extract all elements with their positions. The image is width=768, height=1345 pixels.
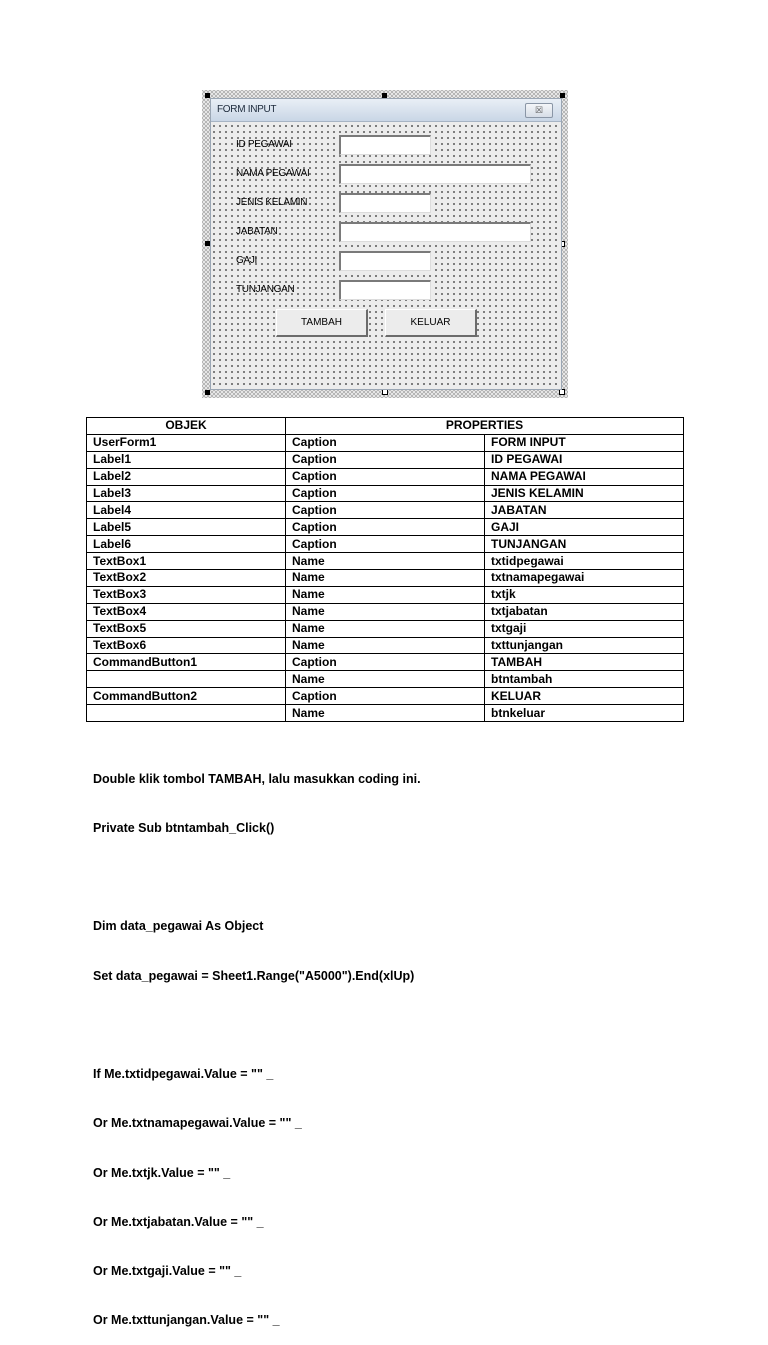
textbox-tunjangan[interactable] — [339, 280, 431, 300]
cell-objek: TextBox5 — [87, 620, 286, 637]
textbox-nama-pegawai[interactable] — [339, 164, 531, 184]
cell-property: Caption — [286, 451, 485, 468]
textbox-jenis-kelamin[interactable] — [339, 193, 431, 213]
label-jenis-kelamin: JENIS KELAMIN — [236, 197, 308, 208]
table-row — [87, 637, 684, 654]
cell-objek: TextBox2 — [87, 570, 286, 587]
cell-property: Name — [286, 603, 485, 620]
table-row — [87, 688, 684, 705]
cell-value: TUNJANGAN — [485, 536, 684, 553]
cell-value: txtjk — [485, 586, 684, 603]
cell-property: Name — [286, 705, 485, 722]
table-row — [87, 519, 684, 536]
label-tunjangan: TUNJANGAN — [236, 284, 295, 295]
table-row — [87, 502, 684, 519]
cell-objek: Label6 — [87, 536, 286, 553]
header-objek: OBJEK — [87, 418, 286, 435]
cell-property: Name — [286, 637, 485, 654]
cell-objek: TextBox4 — [87, 603, 286, 620]
table-row — [87, 468, 684, 485]
code-line: Or Me.txtjabatan.Value = "" _ — [93, 1214, 264, 1229]
cell-objek: UserForm1 — [87, 434, 286, 451]
form-titlebar — [211, 99, 561, 122]
cell-property: Caption — [286, 654, 485, 671]
code-sub: Private Sub btntambah_Click() — [93, 821, 275, 836]
cell-objek: TextBox3 — [87, 586, 286, 603]
cell-property: Caption — [286, 468, 485, 485]
close-icon[interactable]: ☒ — [525, 103, 553, 118]
header-properties: PROPERTIES — [286, 418, 684, 435]
form-title: FORM INPUT — [217, 104, 277, 115]
table-row — [87, 586, 684, 603]
table-row — [87, 603, 684, 620]
label-gaji: GAJI — [236, 255, 258, 266]
cell-value: JENIS KELAMIN — [485, 485, 684, 502]
cell-property: Name — [286, 553, 485, 570]
cell-value: btntambah — [485, 671, 684, 688]
table-row — [87, 705, 684, 722]
cell-value: NAMA PEGAWAI — [485, 468, 684, 485]
tambah-button[interactable]: TAMBAH — [276, 309, 368, 337]
code-line: Or Me.txtgaji.Value = "" _ — [93, 1263, 242, 1278]
code-line: Or Me.txttunjangan.Value = "" _ — [93, 1313, 280, 1328]
cell-objek: CommandButton1 — [87, 654, 286, 671]
code-line: Or Me.txtjk.Value = "" _ — [93, 1165, 231, 1180]
cell-value: txtidpegawai — [485, 553, 684, 570]
table-row — [87, 451, 684, 468]
cell-objek: Label1 — [87, 451, 286, 468]
table-row — [87, 671, 684, 688]
cell-property: Caption — [286, 502, 485, 519]
table-row — [87, 654, 684, 671]
textbox-jabatan[interactable] — [339, 222, 531, 242]
table-body — [87, 434, 684, 721]
table-header-row — [87, 418, 684, 435]
table-row — [87, 485, 684, 502]
table-row — [87, 620, 684, 637]
cell-objek: CommandButton2 — [87, 688, 286, 705]
cell-objek: Label2 — [87, 468, 286, 485]
cell-property: Name — [286, 570, 485, 587]
cell-property: Name — [286, 586, 485, 603]
cell-property: Caption — [286, 519, 485, 536]
textbox-gaji[interactable] — [339, 251, 431, 271]
code-line: Or Me.txtnamapegawai.Value = "" _ — [93, 1116, 302, 1131]
table-row — [87, 536, 684, 553]
cell-value: KELUAR — [485, 688, 684, 705]
cell-property: Caption — [286, 434, 485, 451]
cell-objek: Label4 — [87, 502, 286, 519]
textbox-id-pegawai[interactable] — [339, 135, 431, 155]
keluar-button[interactable]: KELUAR — [385, 309, 477, 337]
label-jabatan: JABATAN — [236, 226, 278, 237]
userform-designer — [202, 90, 568, 398]
code-set: Set data_pegawai = Sheet1.Range("A5000").End(xlUp) — [93, 968, 415, 983]
cell-value: txtnamapegawai — [485, 570, 684, 587]
cell-value: txtgaji — [485, 620, 684, 637]
cell-objek — [87, 705, 286, 722]
cell-value: FORM INPUT — [485, 434, 684, 451]
label-nama-pegawai: NAMA PEGAWAI — [236, 168, 310, 179]
code-dim: Dim data_pegawai As Object — [93, 919, 264, 934]
properties-table — [86, 417, 684, 722]
cell-objek — [87, 671, 286, 688]
cell-value: ID PEGAWAI — [485, 451, 684, 468]
code-line: If Me.txtidpegawai.Value = "" _ — [93, 1067, 274, 1082]
cell-objek: TextBox6 — [87, 637, 286, 654]
label-id-pegawai: ID PEGAWAI — [236, 139, 292, 150]
code-intro: Double klik tombol TAMBAH, lalu masukkan coding ini. — [93, 771, 421, 786]
resize-handle[interactable] — [205, 390, 210, 395]
cell-objek: TextBox1 — [87, 553, 286, 570]
cell-value: JABATAN — [485, 502, 684, 519]
cell-value: GAJI — [485, 519, 684, 536]
cell-property: Name — [286, 620, 485, 637]
cell-value: txtjabatan — [485, 603, 684, 620]
userform — [210, 98, 562, 390]
cell-property: Caption — [286, 688, 485, 705]
table-row — [87, 553, 684, 570]
cell-property: Caption — [286, 536, 485, 553]
cell-property: Name — [286, 671, 485, 688]
cell-value: txttunjangan — [485, 637, 684, 654]
cell-value: btnkeluar — [485, 705, 684, 722]
cell-value: TAMBAH — [485, 654, 684, 671]
code-block — [93, 738, 421, 1345]
cell-objek: Label3 — [87, 485, 286, 502]
cell-property: Caption — [286, 485, 485, 502]
cell-objek: Label5 — [87, 519, 286, 536]
table-row — [87, 570, 684, 587]
table-row — [87, 434, 684, 451]
